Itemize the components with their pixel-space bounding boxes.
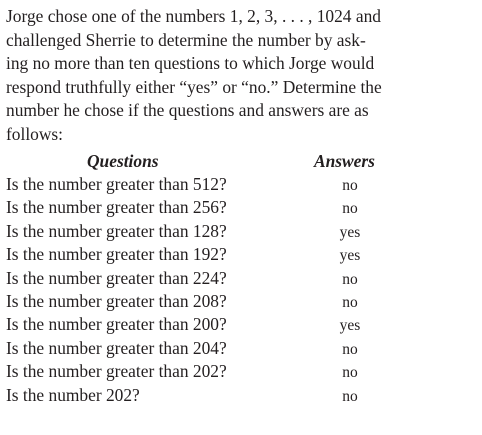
question-cell: Is the number greater than 204? bbox=[6, 337, 227, 358]
paragraph-line: challenged Sherrie to determine the number by ask- bbox=[6, 29, 366, 50]
question-cell: Is the number 202? bbox=[6, 384, 140, 405]
table-row bbox=[6, 290, 476, 313]
questions-column-header: Questions bbox=[87, 151, 159, 171]
table-row bbox=[6, 173, 476, 196]
table-row bbox=[6, 384, 476, 407]
question-cell: Is the number greater than 200? bbox=[6, 314, 227, 335]
question-cell: Is the number greater than 128? bbox=[6, 220, 227, 241]
paragraph-line: ing no more than ten questions to which Jorge would bbox=[6, 53, 375, 74]
table-row bbox=[6, 220, 476, 243]
answer-cell: no bbox=[342, 340, 358, 358]
problem-paragraph bbox=[6, 5, 478, 147]
table-row bbox=[6, 360, 476, 383]
answer-cell: yes bbox=[339, 223, 361, 241]
paragraph-line: number he chose if the questions and answers are as bbox=[6, 100, 369, 121]
question-cell: Is the number greater than 202? bbox=[6, 361, 227, 382]
answer-cell: no bbox=[342, 177, 358, 194]
table-row bbox=[6, 196, 476, 219]
answer-cell: yes bbox=[339, 247, 361, 265]
question-cell: Is the number greater than 192? bbox=[6, 244, 227, 265]
question-cell: Is the number greater than 224? bbox=[6, 267, 227, 288]
answer-cell: yes bbox=[339, 317, 361, 335]
answer-cell: no bbox=[342, 293, 358, 311]
answer-cell: no bbox=[342, 200, 358, 218]
table-row bbox=[6, 243, 476, 266]
answer-cell: no bbox=[342, 270, 358, 288]
question-answer-table bbox=[6, 173, 476, 407]
question-cell: Is the number greater than 256? bbox=[6, 197, 227, 218]
table-row bbox=[6, 337, 476, 360]
table-row bbox=[6, 313, 476, 336]
question-cell: Is the number greater than 512? bbox=[6, 174, 227, 194]
answer-cell: no bbox=[342, 387, 358, 405]
answers-column-header: Answers bbox=[314, 151, 375, 171]
paragraph-line: Jorge chose one of the numbers 1, 2, 3, . . . , 1024 and bbox=[6, 6, 381, 26]
answer-cell: no bbox=[342, 364, 358, 382]
question-cell: Is the number greater than 208? bbox=[6, 290, 227, 311]
table-row bbox=[6, 267, 476, 290]
paragraph-line: follows: bbox=[6, 123, 64, 144]
paragraph-line: respond truthfully either “yes” or “no.” Determine the bbox=[6, 76, 382, 97]
